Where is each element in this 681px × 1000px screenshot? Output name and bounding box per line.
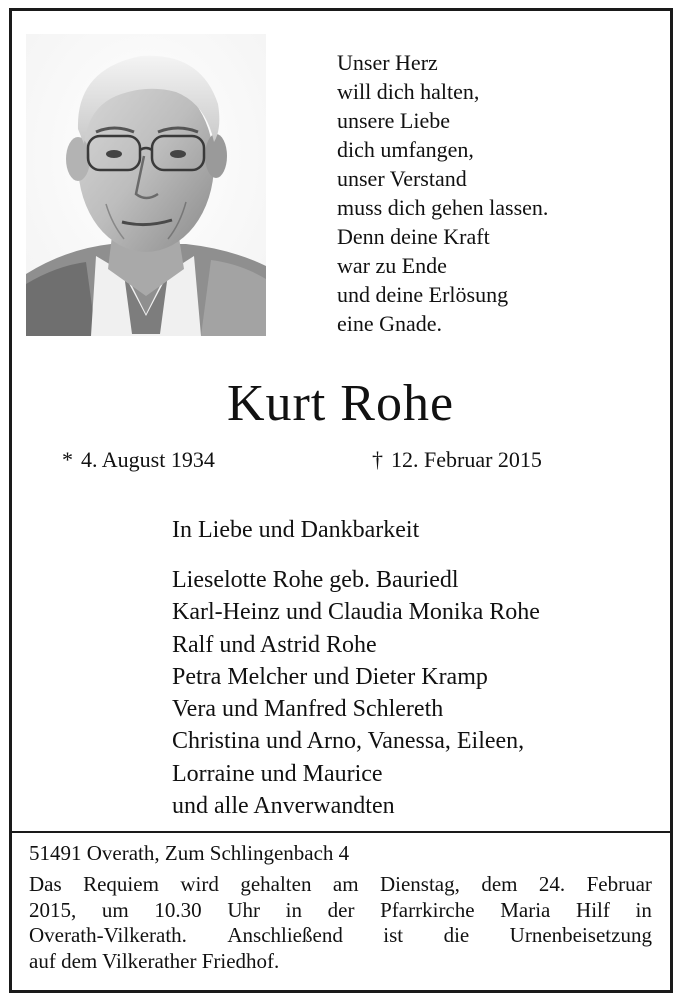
memorial-poem [337, 48, 657, 338]
portrait-image [26, 34, 266, 336]
birth-star-icon: * [62, 447, 73, 472]
death-cross-icon: † [372, 447, 383, 472]
notice-line: auf dem Vilkerather Friedhof. [29, 948, 280, 973]
mourner-line: Vera und Manfred Schlereth [172, 696, 444, 723]
deceased-name: Kurt Rohe [226, 375, 455, 432]
birth-date-line [62, 445, 215, 475]
portrait-photo [26, 34, 266, 336]
section-divider [12, 831, 670, 833]
mourner-line: Christina und Arno, Vanessa, Eileen, [172, 728, 525, 755]
mourners-list [172, 564, 540, 822]
mourner-line: Ralf und Astrid Rohe [172, 631, 377, 658]
poem-line: muss dich gehen lassen. [337, 195, 549, 220]
family-address: 51491 Overath, Zum Schlingenbach 4 [29, 841, 350, 865]
poem-line: und deine Erlösung [337, 282, 509, 307]
death-date-line [372, 445, 542, 475]
poem-line: unsere Liebe [337, 108, 450, 133]
birth-date: 4. August 1934 [81, 447, 215, 472]
notice-line: Overath-Vilkerath. Anschließend ist die Urnenbeisetzung [29, 923, 652, 947]
mourner-line: Karl-Heinz und Claudia Monika Rohe [172, 599, 540, 626]
death-date: 12. Februar 2015 [391, 447, 542, 472]
notice-line: 2015, um 10.30 Uhr in der Pfarrkirche Maria Hilf in [29, 897, 652, 922]
mourner-line: Lieselotte Rohe geb. Bauriedl [172, 567, 459, 593]
poem-line: will dich halten, [337, 79, 480, 104]
poem-line: Denn deine Kraft [337, 224, 490, 249]
mourner-line: und alle Anverwandten [172, 793, 395, 820]
poem-line: Unser Herz [337, 50, 438, 75]
poem-line: unser Verstand [337, 166, 467, 191]
funeral-notice [29, 872, 652, 974]
dedication-text: In Liebe und Dankbarkeit [172, 517, 420, 543]
notice-line: Das Requiem wird gehalten am Dienstag, dem 24. Februar [29, 872, 652, 896]
poem-line: eine Gnade. [337, 311, 443, 336]
mourner-line: Lorraine und Maurice [172, 760, 383, 787]
poem-line: dich umfangen, [337, 137, 474, 162]
poem-line: war zu Ende [337, 253, 447, 278]
mourner-line: Petra Melcher und Dieter Kramp [172, 663, 488, 690]
